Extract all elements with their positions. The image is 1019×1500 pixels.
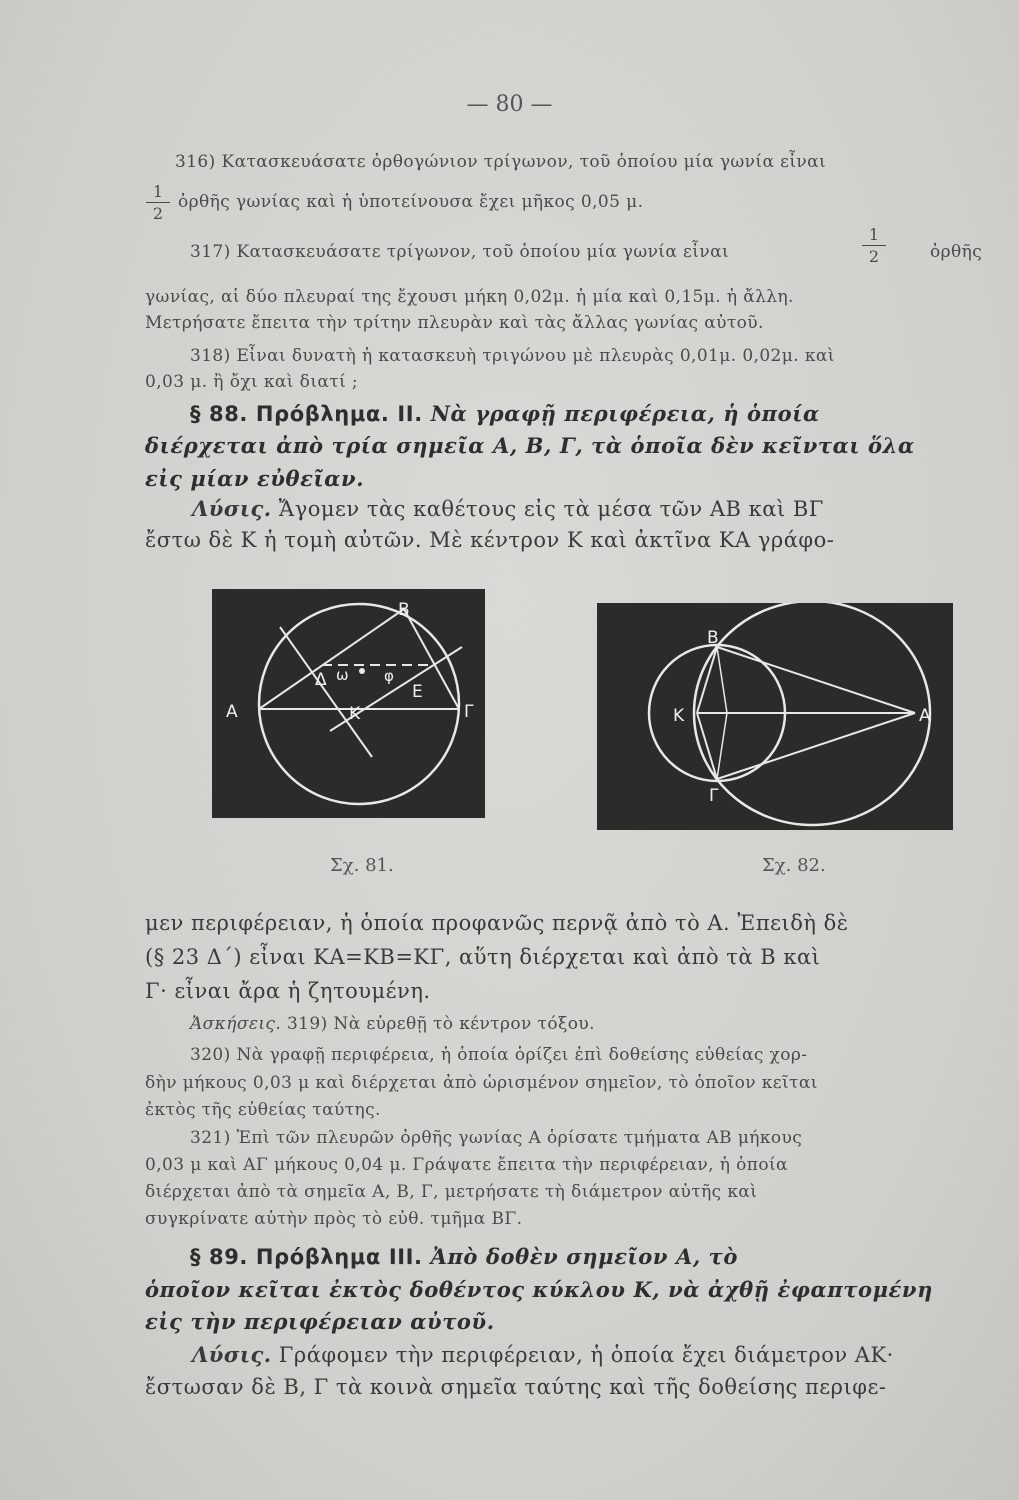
exercise-316-line1: 316) Κατασκευάσατε ὀρθογώνιον τρίγωνον, τοῦ ὁποίου μία γωνία εἶναι: [175, 152, 827, 172]
page-number: — 80 —: [466, 92, 553, 117]
label-e: Ε: [412, 682, 423, 702]
fraction-numerator: 1: [152, 182, 164, 201]
label-g: Γ: [709, 786, 719, 806]
fraction-denominator: 2: [868, 247, 880, 266]
solution-label: Λύσις.: [192, 1342, 272, 1367]
label-g: Γ: [464, 702, 474, 722]
fraction-numerator: 1: [868, 225, 880, 244]
section-88-title-line1: Νὰ γραφῇ περιφέρεια, ἡ ὁποία: [430, 401, 820, 426]
label-k: Κ: [673, 706, 685, 726]
helper-line-g: [717, 713, 727, 779]
fraction-denominator: 2: [152, 204, 164, 223]
figure-82-caption: Σχ. 82.: [762, 855, 826, 876]
section-88-number: § 88. Πρόβλημα. ΙΙ.: [190, 402, 423, 426]
exercise-317-line1: 317) Κατασκευάσατε τρίγωνον, τοῦ ὁποίου μία γωνία εἶναι: [190, 242, 730, 262]
exercise-321-line1: 321) Ἐπὶ τῶν πλευρῶν ὀρθῆς γωνίας Α ὁρίσατε τμήματα ΑΒ μήκους: [190, 1128, 803, 1148]
exercise-317-line2: γωνίας, αἱ δύο πλευραί της ἔχουσι μήκη 0,02μ. ἡ μία καὶ 0,15μ. ἡ ἄλλη.: [145, 287, 794, 307]
solution-text: Ἄγομεν τὰς καθέτους εἰς τὰ μέσα τῶν ΑΒ καὶ ΒΓ: [278, 497, 824, 521]
section-89-title-line1: Ἀπὸ δοθὲν σημεῖον Α, τὸ: [430, 1244, 739, 1269]
tangent-ag: [717, 713, 915, 779]
fraction-bar: [146, 202, 170, 203]
exercise-316-fraction: [146, 182, 170, 223]
solution-text: Γράφομεν τὴν περιφέρειαν, ἡ ὁποία ἔχει διάμετρον ΑΚ·: [278, 1343, 894, 1367]
section-88-solution-line1: [192, 496, 824, 521]
exercise-319-text: 319) Νὰ εὑρεθῇ τὸ κέντρον τόξου.: [286, 1014, 595, 1034]
label-a: Α: [226, 702, 238, 722]
exercise-321-line3: διέρχεται ἀπὸ τὰ σημεῖα Α, Β, Γ, μετρήσατε τὴ διάμετρον αὐτῆς καὶ: [145, 1182, 758, 1202]
exercise-318-line1: 318) Εἶναι δυνατὴ ἡ κατασκευὴ τριγώνου μὲ πλευρὰς 0,01μ. 0,02μ. καὶ: [190, 346, 835, 366]
exercise-319: [190, 1014, 595, 1034]
fraction-bar: [862, 245, 886, 246]
label-phi: φ: [384, 667, 394, 685]
continuation-line1: μεν περιφέρειαν, ἡ ὁποία προφανῶς περνᾷ ἀπὸ τὸ Α. Ἐπειδὴ δὲ: [145, 911, 849, 935]
section-89-solution-line2: ἔστωσαν δὲ Β, Γ τὰ κοινὰ σημεῖα ταύτης καὶ τῆς δοθείσης περιφε-: [145, 1375, 887, 1399]
chord-ab: [259, 609, 404, 709]
section-88-title-line3: εἰς μίαν εὐθεῖαν.: [145, 466, 365, 491]
section-89-number: § 89. Πρόβλημα ΙΙΙ.: [190, 1245, 423, 1269]
figure-81-caption: Σχ. 81.: [330, 855, 394, 876]
exercise-321-line2: 0,03 μ καὶ ΑΓ μήκους 0,04 μ. Γράψατε ἔπειτα τὴν περιφέρειαν, ἡ ὁποία: [145, 1155, 788, 1175]
exercise-317-line1-end: ὀρθῆς: [930, 242, 983, 262]
figure-81-drawing: [212, 589, 485, 818]
figure-82: [597, 603, 953, 830]
figure-82-drawing: [597, 603, 953, 830]
exercises-label: Ἀσκήσεις.: [190, 1014, 282, 1034]
continuation-line2: (§ 23 Δ΄) εἶναι ΚΑ=ΚΒ=ΚΓ, αὕτη διέρχεται καὶ ἀπὸ τὰ Β καὶ: [145, 945, 821, 969]
point-dot: [359, 668, 365, 674]
perpendicular-bisector-ab: [280, 627, 372, 757]
label-b: Β: [398, 600, 410, 620]
label-a: Α: [919, 706, 931, 726]
label-d: Δ: [315, 670, 327, 690]
exercise-317-line3: Μετρήσατε ἔπειτα τὴν τρίτην πλευρὰν καὶ τὰς ἄλλας γωνίας αὐτοῦ.: [145, 313, 764, 333]
exercise-320-line3: ἐκτὸς τῆς εὐθείας ταύτης.: [145, 1100, 381, 1120]
exercise-316-line2: ὀρθῆς γωνίας καὶ ἡ ὑποτείνουσα ἔχει μῆκος 0,05 μ.: [178, 192, 644, 212]
section-89-title-line3: εἰς τὴν περιφέρειαν αὐτοῦ.: [145, 1309, 495, 1334]
section-89-solution-line1: [192, 1342, 894, 1367]
continuation-line3: Γ· εἶναι ἄρα ἡ ζητουμένη.: [145, 979, 431, 1003]
solution-label: Λύσις.: [192, 496, 272, 521]
label-k: Κ: [349, 704, 361, 724]
section-89-heading: [190, 1244, 738, 1269]
exercise-320-line1: 320) Νὰ γραφῇ περιφέρεια, ἡ ὁποία ὁρίζει ἐπὶ δοθείσης εὐθείας χορ-: [190, 1045, 808, 1065]
exercise-317-fraction: [862, 225, 886, 266]
section-88-heading: [190, 401, 820, 426]
figure-81: [212, 589, 485, 818]
label-b: Β: [707, 628, 719, 648]
exercise-318-line2: 0,03 μ. ἢ ὄχι καὶ διατί ;: [145, 372, 359, 392]
section-88-solution-line2: ἔστω δὲ Κ ἡ τομὴ αὐτῶν. Μὲ κέντρον Κ καὶ ἀκτῖνα ΚΑ γράφο-: [145, 528, 835, 552]
helper-line-b: [717, 647, 727, 713]
section-88-title-line2: διέρχεται ἀπὸ τρία σημεῖα Α, Β, Γ, τὰ ὁποῖα δὲν κεῖνται ὅλα: [145, 433, 915, 458]
exercise-321-line4: συγκρίνατε αὐτὴν πρὸς τὸ εὐθ. τμῆμα ΒΓ.: [145, 1209, 523, 1229]
tangent-ab: [717, 647, 915, 713]
label-omega: ω: [336, 666, 349, 684]
exercise-320-line2: δὴν μήκους 0,03 μ καὶ διέρχεται ἀπὸ ὡρισμένον σημεῖον, τὸ ὁποῖον κεῖται: [145, 1073, 818, 1093]
section-89-title-line2: ὁποῖον κεῖται ἐκτὸς δοθέντος κύκλου Κ, νὰ ἀχθῇ ἐφαπτομένη: [145, 1277, 933, 1302]
